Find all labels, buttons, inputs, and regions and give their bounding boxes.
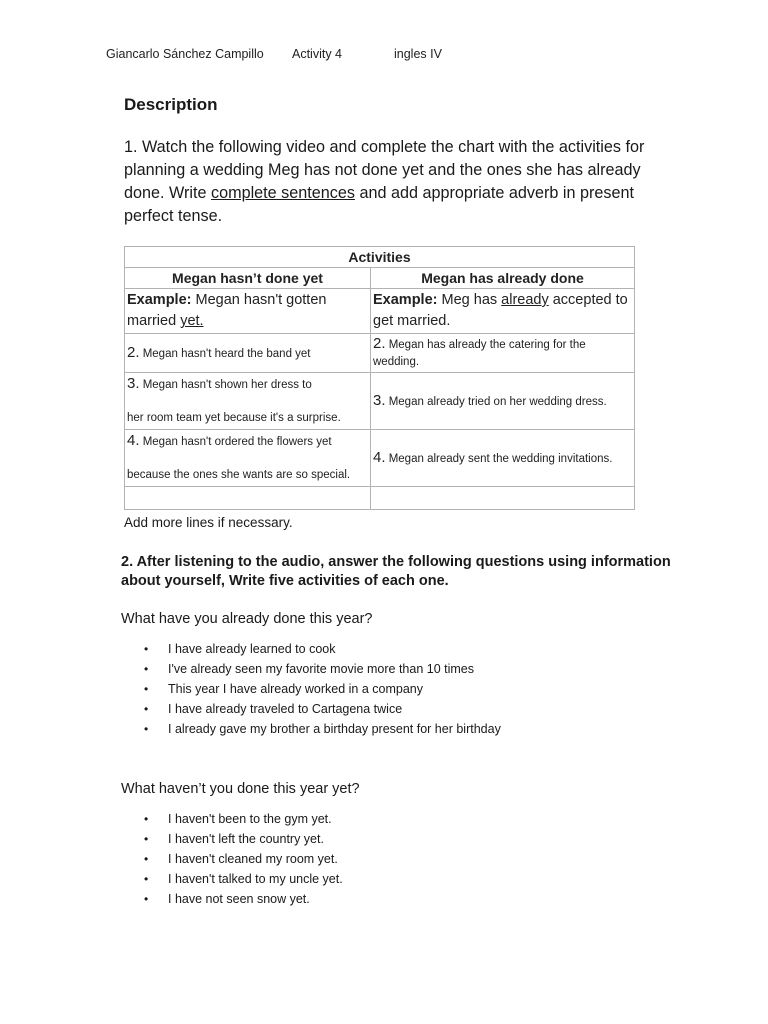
list-item: [0, 809, 343, 829]
list-item-text: I already gave my brother a birthday present for her birthday: [168, 722, 501, 736]
table-row: [125, 334, 635, 373]
example-text: Megan hasn't gotten married: [127, 292, 327, 329]
list-item: [0, 829, 343, 849]
list-item: [0, 699, 501, 719]
cell-text: Megan hasn't ordered the flowers yet: [139, 436, 332, 448]
cell-text: Megan already sent the wedding invitations.: [385, 452, 613, 465]
cell-done-2: [371, 334, 635, 373]
cell-not-done-2: [125, 334, 371, 373]
bullet-icon: •: [144, 662, 149, 676]
list-item-text: I haven't been to the gym yet.: [168, 812, 332, 826]
table-title: Activities: [125, 247, 635, 268]
table-row: [125, 373, 635, 430]
list-item-text: This year I have already worked in a company: [168, 682, 423, 696]
list-item: [0, 679, 501, 699]
list-item: [0, 869, 343, 889]
student-name: Giancarlo Sánchez Campillo: [106, 47, 264, 61]
bullet-icon: •: [144, 642, 149, 656]
list-item-text: I haven't left the country yet.: [168, 832, 324, 846]
question-2: 2. After listening to the audio, answer the following questions using information about yourself, Write five activities of each one.: [121, 554, 671, 589]
row-number: 4.: [127, 432, 140, 449]
row-number: 4.: [373, 448, 386, 466]
list-item: [0, 889, 343, 909]
example-text-right-end: accepted to get married.: [373, 292, 628, 329]
instructions-text-end: and add appropriate adverb in present perfect tense.: [124, 184, 634, 225]
bullet-icon: •: [144, 832, 149, 846]
bullet-icon: •: [144, 852, 149, 866]
add-more-note: Add more lines if necessary.: [124, 515, 293, 530]
cell-not-done-4: [125, 430, 371, 487]
example-not-done: [125, 289, 371, 334]
cell-text: Megan hasn't shown her dress to: [139, 379, 312, 391]
list-item-text: I have already learned to cook: [168, 642, 336, 656]
list-item: [0, 659, 501, 679]
table-row: [125, 430, 635, 487]
question-not-done-this-year: What haven’t you done this year yet?: [121, 781, 360, 797]
cell-text-continued: her room team yet because it's a surprise.: [127, 412, 341, 424]
list-item: [0, 849, 343, 869]
example-label-right: Example:: [373, 292, 438, 308]
list-item-text: I have not seen snow yet.: [168, 892, 310, 906]
bullet-icon: •: [144, 722, 149, 736]
bullet-icon: •: [144, 812, 149, 826]
list-item-text: I haven't cleaned my room yet.: [168, 852, 338, 866]
cell-done-3: [371, 373, 635, 430]
table-row-empty: [125, 487, 635, 510]
column-header-done: Megan has already done: [371, 268, 635, 289]
instructions-paragraph: [124, 136, 664, 228]
done-list: [0, 639, 501, 739]
not-done-list: [0, 809, 343, 909]
cell-text: Megan has already the catering for the wedding.: [373, 339, 586, 368]
table-row-example: [125, 289, 635, 334]
bullet-icon: •: [144, 682, 149, 696]
cell-text: Megan already tried on her wedding dress.: [385, 395, 607, 408]
course-label: ingles IV: [394, 47, 442, 61]
list-item: [0, 639, 501, 659]
cell-not-done-3: [125, 373, 371, 430]
empty-cell-right: [371, 487, 635, 510]
example-text-right: Meg has: [437, 292, 502, 308]
example-done: [371, 289, 635, 334]
list-item-text: I've already seen my favorite movie more than 10 times: [168, 662, 474, 676]
activity-label: Activity 4: [292, 47, 343, 61]
description-title: Description: [124, 95, 218, 114]
cell-text-continued: because the ones she wants are so special.: [127, 469, 351, 481]
example-underlined-right: already: [501, 292, 549, 308]
column-header-not-done: Megan hasn’t done yet: [125, 268, 371, 289]
example-label: Example:: [127, 292, 192, 308]
activities-table: [124, 246, 635, 510]
list-item-text: I haven't talked to my uncle yet.: [168, 872, 343, 886]
cell-done-4: [371, 430, 635, 487]
example-underlined: yet.: [180, 313, 204, 329]
instructions-underlined: complete sentences: [210, 184, 355, 202]
bullet-icon: •: [144, 702, 149, 716]
row-number: 2.: [373, 335, 386, 352]
row-number: 2.: [127, 343, 140, 361]
row-number: 3.: [373, 391, 386, 409]
cell-text: Megan hasn't heard the band yet: [139, 347, 311, 360]
bullet-icon: •: [144, 892, 149, 906]
bullet-icon: •: [144, 872, 149, 886]
empty-cell-left: [125, 487, 371, 510]
list-item: [0, 719, 501, 739]
row-number: 3.: [127, 375, 140, 392]
question-done-this-year: What have you already done this year?: [121, 611, 373, 627]
list-item-text: I have already traveled to Cartagena twice: [168, 702, 403, 716]
instructions-text: 1. Watch the following video and complete the chart with the activities for planning a wedding Meg has not done yet and the ones she has already done. Write: [124, 138, 645, 202]
